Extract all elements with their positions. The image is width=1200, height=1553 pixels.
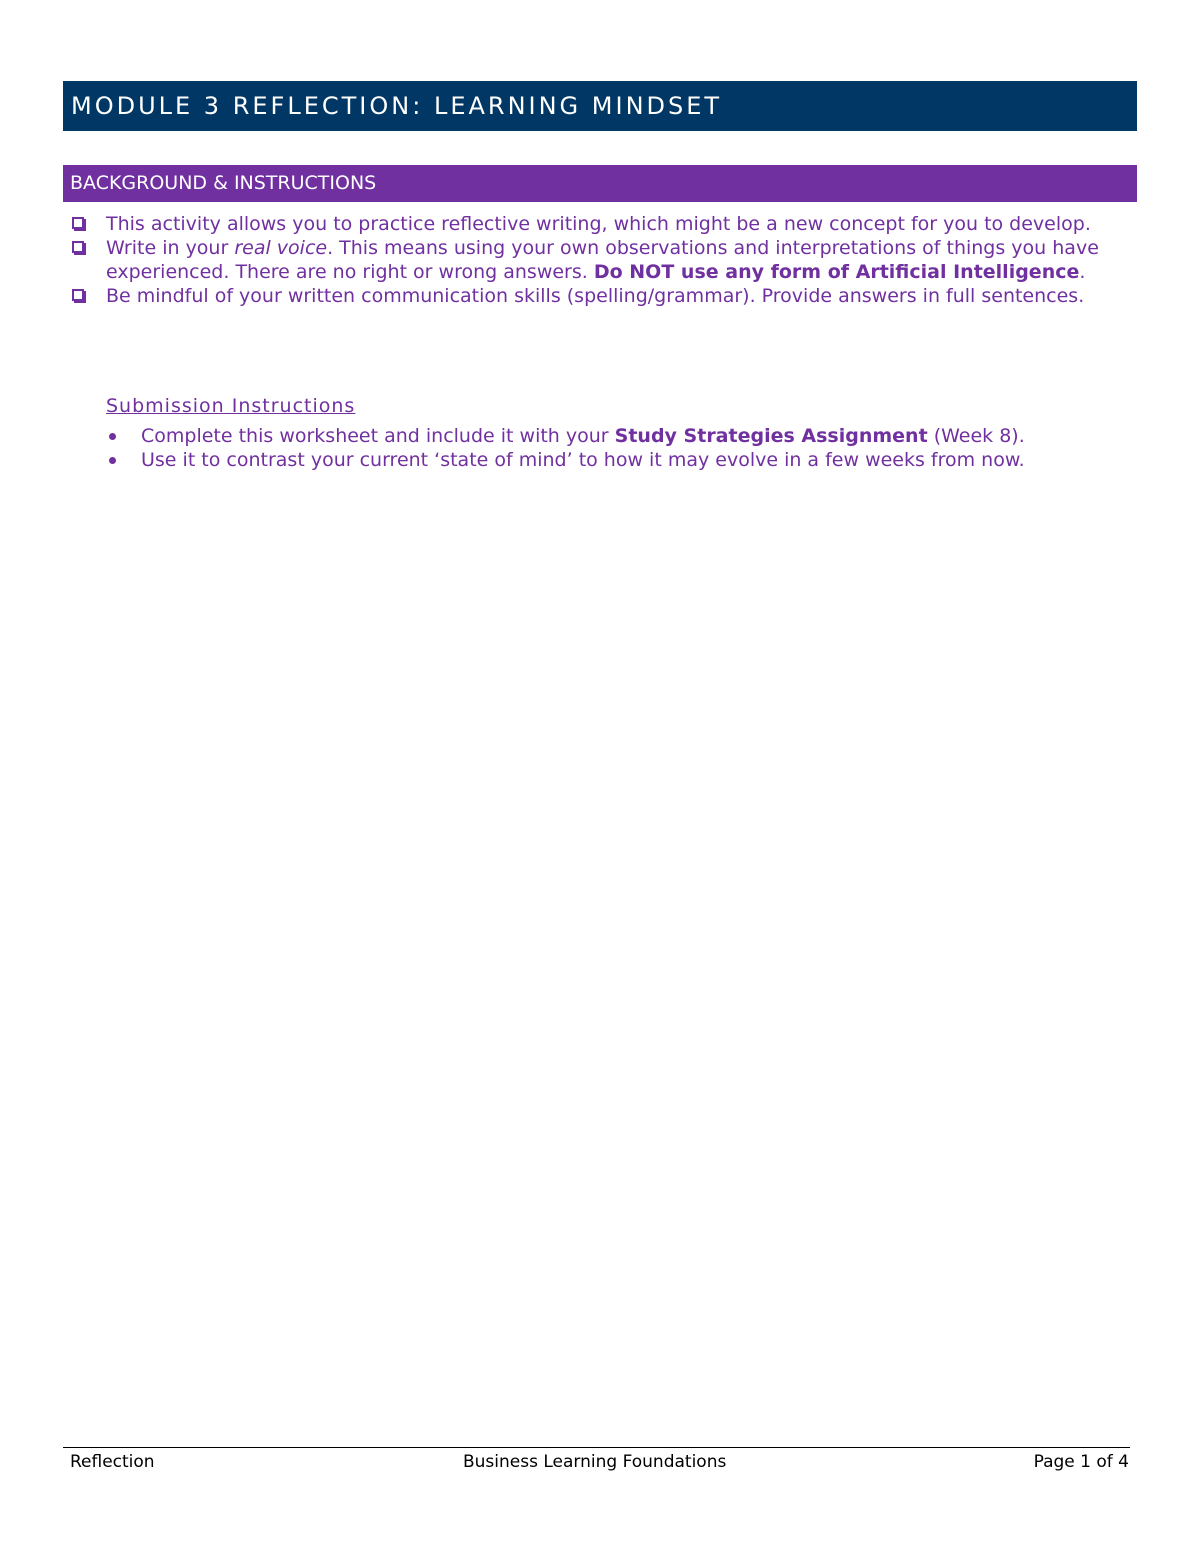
document-title: MODULE 3 REFLECTION: LEARNING MINDSET (71, 92, 723, 120)
instruction-item (70, 284, 1135, 308)
real-voice-emphasis: real voice (234, 237, 328, 259)
instruction-text: This activity allows you to practice reflective writing, which might be a new concept for you to develop. (106, 213, 1091, 235)
section-banner (63, 165, 1137, 202)
checkbox-icon (72, 289, 84, 301)
ai-warning: Do NOT use any form of Artificial Intelligence (593, 261, 1080, 283)
instruction-item (70, 236, 1135, 284)
bullet-icon (109, 457, 116, 464)
submission-item (104, 448, 1134, 472)
footer-divider (63, 1447, 1130, 1448)
submission-text-start: Complete this worksheet and include it with your (141, 425, 615, 447)
title-banner (63, 81, 1137, 131)
instruction-text: Be mindful of your written communication skills (spelling/grammar). Provide answers in full sentences. (106, 285, 1085, 307)
bullet-icon (109, 433, 116, 440)
instruction-list (70, 212, 1135, 308)
section-heading: BACKGROUND & INSTRUCTIONS (70, 172, 377, 194)
submission-heading: Submission Instructions (106, 395, 356, 417)
assignment-name: Study Strategies Assignment (614, 425, 928, 447)
instruction-text-start: Write in your (106, 237, 235, 259)
submission-list (104, 424, 1134, 472)
instruction-item (70, 212, 1135, 236)
instruction-text-end: . (1079, 261, 1086, 283)
footer-left-text: Reflection (70, 1452, 155, 1472)
submission-text-end: (Week 8). (927, 425, 1025, 447)
footer-course-name: Business Learning Foundations (463, 1452, 727, 1472)
checkbox-icon (72, 241, 84, 253)
submission-text: Use it to contrast your current ‘state of mind’ to how it may evolve in a few weeks from now. (141, 449, 1025, 471)
page-number: Page 1 of 4 (1033, 1452, 1129, 1472)
instruction-text-middle: . This means using your own observations and interpretations of things you have experienced. There are no right or wrong answers. (106, 237, 1099, 283)
checkbox-icon (72, 217, 84, 229)
submission-item (104, 424, 1134, 448)
